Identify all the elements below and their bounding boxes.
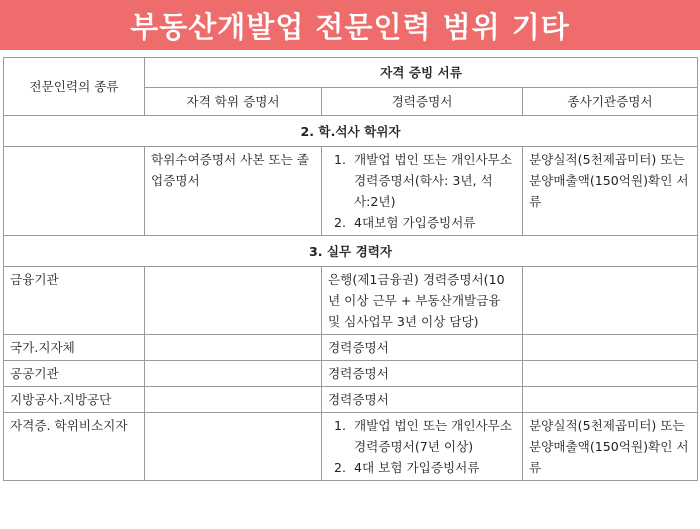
qualification-table-container xyxy=(3,57,697,481)
cell-employer xyxy=(523,361,698,387)
table-row xyxy=(4,335,698,361)
header-group-documents: 자격 증빙 서류 xyxy=(145,58,698,88)
title-banner xyxy=(0,0,700,50)
cell-degree xyxy=(145,267,322,335)
cell-employer xyxy=(523,387,698,413)
cell-degree xyxy=(145,361,322,387)
cell-type: 공공기관 xyxy=(4,361,145,387)
header-type: 전문인력의 종류 xyxy=(4,58,145,116)
cell-type: 국가.지자체 xyxy=(4,335,145,361)
table-row xyxy=(4,147,698,236)
section-degree-holders: 2. 학.석사 학위자 xyxy=(4,116,698,147)
cell-type: 금융기관 xyxy=(4,267,145,335)
qualification-table xyxy=(3,57,698,481)
cell-degree xyxy=(145,387,322,413)
list-item: 1. 개발업 법인 또는 개인사무소 경력증명서(7년 이상) xyxy=(350,415,516,457)
cell-career: 은행(제1금융권) 경력증명서(10년 이상 근무 + 부동산개발금융 및 심사업무 3년 이상 담당) xyxy=(322,267,523,335)
section-practitioners: 3. 실무 경력자 xyxy=(4,236,698,267)
cell-employer: 분양실적(5천제곱미터) 또는 분양매출액(150억원)확인 서류 xyxy=(523,413,698,481)
list-item: 2. 4대보험 가입증빙서류 xyxy=(350,212,516,233)
header-employer: 종사기관증명서 xyxy=(523,88,698,116)
cell-career: 경력증명서 xyxy=(322,361,523,387)
table-row xyxy=(4,361,698,387)
page-title: 부동산개발업 전문인력 범위 기타 xyxy=(130,9,570,44)
table-row xyxy=(4,267,698,335)
table-row xyxy=(4,387,698,413)
header-career: 경력증명서 xyxy=(322,88,523,116)
cell-employer xyxy=(523,335,698,361)
table-row xyxy=(4,413,698,481)
cell-career xyxy=(322,147,523,236)
header-degree: 자격 학위 증명서 xyxy=(145,88,322,116)
cell-employer: 분양실적(5천제곱미터) 또는 분양매출액(150억원)확인 서류 xyxy=(523,147,698,236)
cell-type xyxy=(4,147,145,236)
cell-degree xyxy=(145,335,322,361)
cell-type: 자격증. 학위비소지자 xyxy=(4,413,145,481)
cell-career: 경력증명서 xyxy=(322,387,523,413)
cell-career xyxy=(322,413,523,481)
cell-career: 경력증명서 xyxy=(322,335,523,361)
cell-type: 지방공사.지방공단 xyxy=(4,387,145,413)
cell-degree: 학위수여증명서 사본 또는 졸업증명서 xyxy=(145,147,322,236)
list-item: 1. 개발업 법인 또는 개인사무소 경력증명서(학사: 3년, 석사:2년) xyxy=(350,149,516,212)
list-item: 2. 4대 보험 가입증빙서류 xyxy=(350,457,516,478)
cell-degree xyxy=(145,413,322,481)
cell-employer xyxy=(523,267,698,335)
